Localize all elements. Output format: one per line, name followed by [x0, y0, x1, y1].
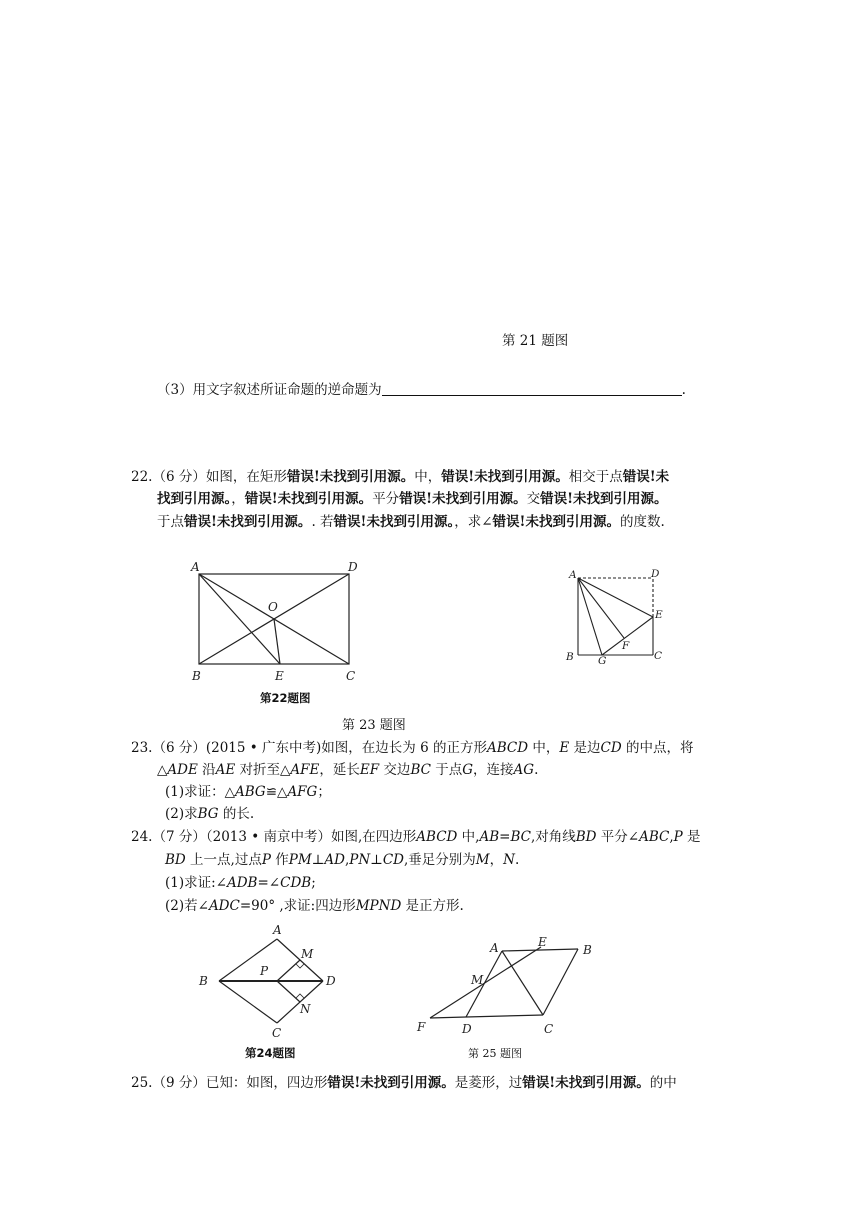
q23-text: . — [534, 762, 539, 778]
segment-ae — [578, 578, 653, 617]
figure-24 — [190, 918, 350, 1043]
error-ref: 错误!未找到引用源。 — [399, 491, 527, 507]
fig22-label-o: O — [268, 600, 278, 614]
fig23-label-e: E — [655, 609, 663, 621]
math-var: CDB — [280, 875, 312, 891]
math-var: ADE — [167, 762, 198, 778]
q23-text: 于点 — [430, 762, 463, 778]
segment-af — [578, 578, 624, 638]
q23-text: ，延长 — [319, 762, 360, 778]
fig24-label-n: N — [300, 1002, 311, 1016]
fig25-label-d: D — [462, 1022, 472, 1036]
fig25-label-b: B — [583, 943, 592, 957]
fig24-label-d: D — [326, 974, 336, 988]
fig23-label-d: D — [651, 568, 660, 580]
fig22-label-b: B — [192, 669, 201, 683]
q22-line-2 — [157, 488, 668, 510]
error-ref: 错误!未找到引用源。 — [540, 491, 668, 507]
right-angle-m — [296, 964, 304, 968]
fig25-label-e: E — [538, 935, 547, 949]
math-var: ABCD — [486, 740, 529, 756]
q24-text: 上一点,过点 — [185, 852, 262, 868]
q21-part3 — [157, 379, 686, 401]
fig23-label-g: G — [598, 655, 607, 667]
segment-fe — [430, 947, 541, 1018]
math-var: PN — [349, 852, 371, 868]
q23-line-4 — [165, 803, 254, 825]
q23-line-1 — [131, 737, 693, 759]
q24-line-2 — [165, 849, 519, 871]
q24-text: , — [344, 852, 350, 868]
q25-text: 的中 — [649, 1075, 677, 1091]
q21-part3-text: （3）用文字叙述所证命题的逆命题为 — [157, 382, 382, 398]
diagonal-ac — [502, 951, 543, 1015]
segment-ae — [199, 574, 280, 664]
q23-text: 的长. — [218, 806, 255, 822]
error-ref: 错误!未找到引用源。 — [327, 1075, 455, 1091]
segment-oe — [274, 619, 280, 664]
right-angle-n — [296, 994, 304, 998]
math-var: ABCD — [416, 829, 458, 845]
q23-text: 中， — [528, 740, 560, 756]
q24-text: (2)若∠ — [165, 898, 209, 914]
q24-text: ; — [311, 875, 316, 891]
q23-text: 沿 — [197, 762, 216, 778]
fig22-label-a: A — [191, 560, 200, 574]
fig25-label-f: F — [417, 1020, 426, 1034]
q23-text: 对折至△ — [235, 762, 291, 778]
math-var: AFG — [287, 784, 318, 800]
fig24-label-c: C — [272, 1026, 282, 1040]
q23-text: (1)求证：△ — [165, 784, 236, 800]
figure-23 — [560, 565, 670, 670]
math-var: BG — [197, 806, 219, 822]
fig24-label-a: A — [273, 923, 282, 937]
q21-part3-end: . — [681, 382, 686, 398]
math-var: AE — [215, 762, 236, 778]
math-var: ADB — [226, 875, 258, 891]
q23-text: ，连接 — [473, 762, 514, 778]
q25-text: 是菱形，过 — [454, 1075, 523, 1091]
segment-ag — [578, 578, 602, 655]
error-ref: 错误!未找到引用源。 — [286, 469, 415, 485]
q24-line-1 — [131, 826, 701, 848]
q22-text: . 若 — [311, 514, 334, 530]
q23-text: ； — [317, 784, 331, 800]
q23-text: ≌△ — [265, 784, 288, 800]
math-var: N — [503, 852, 515, 868]
q22-text: 相交于点 — [568, 469, 623, 485]
fig23-label-c: C — [654, 650, 663, 662]
error-ref: 错误!未找到引用源。 — [441, 469, 569, 485]
q22-head: 22.（6 分）如图，在矩形 — [131, 469, 287, 485]
q24-text: ⊥ — [370, 852, 383, 868]
error-ref: 错误!未 — [622, 469, 670, 485]
q22-text: 交 — [526, 491, 541, 507]
math-var: ABC — [639, 829, 670, 845]
math-var: AB=BC — [479, 829, 531, 845]
q24-line-4 — [165, 895, 464, 917]
math-var: CD — [382, 852, 404, 868]
q24-text: (1)求证:∠ — [165, 875, 227, 891]
math-var: ADC — [208, 898, 240, 914]
q23-text: △ — [157, 762, 168, 778]
math-var: P — [673, 829, 683, 845]
fig22-label-d: D — [348, 560, 358, 574]
q22-text: 平分 — [372, 491, 400, 507]
q22-text: 中， — [414, 469, 442, 485]
math-var: BC — [410, 762, 431, 778]
math-var: E — [559, 740, 570, 756]
figure-25 — [410, 930, 610, 1042]
q24-text: 是 — [682, 829, 701, 845]
fig25-label-c: C — [544, 1022, 554, 1036]
fig23-label-b: B — [566, 651, 574, 663]
figure-caption-22: 第22题图 — [260, 691, 311, 705]
q23-text: 23.（6 分）(2015 • 广东中考)如图，在边长为 6 的正方形 — [131, 740, 487, 756]
math-var: BD — [165, 852, 186, 868]
figure-22 — [180, 555, 380, 685]
q24-text: ⊥ — [311, 852, 325, 868]
math-var: EF — [359, 762, 380, 778]
q24-text: 作 — [270, 852, 289, 868]
segment-pn — [277, 981, 300, 1002]
fig25-label-m: M — [471, 973, 484, 987]
fig24-label-b: B — [199, 974, 208, 988]
q24-text: =∠ — [257, 875, 281, 891]
side-ba — [219, 939, 277, 981]
error-ref: 错误!未找到引用源。 — [492, 514, 620, 530]
error-ref: 错误!未找到引用源。 — [244, 491, 373, 507]
q24-text: ,对角线 — [530, 829, 576, 845]
math-var: ABG — [235, 784, 266, 800]
math-var: M — [475, 852, 490, 868]
q24-line-3 — [165, 872, 316, 894]
q24-text: 是正方形. — [401, 898, 464, 914]
q24-text: , — [669, 829, 674, 845]
fig23-label-f: F — [622, 640, 630, 652]
side-cb — [219, 981, 277, 1023]
q23-text: 的中点，将 — [621, 740, 694, 756]
math-var: PM — [288, 852, 312, 868]
q22-line-1 — [131, 466, 669, 488]
math-var: AG — [513, 762, 535, 778]
q23-text: 是边 — [569, 740, 601, 756]
figure-caption-21: 第 21 题图 — [502, 333, 569, 349]
q25-line-1 — [131, 1072, 677, 1094]
error-ref: 错误!未找到引用源。 — [333, 514, 455, 530]
q22-text: ，求∠ — [454, 514, 493, 530]
q23-text: 交边 — [379, 762, 411, 778]
answer-blank — [382, 381, 682, 396]
math-var: G — [462, 762, 474, 778]
math-var: AD — [324, 852, 345, 868]
figure-caption-24: 第24题图 — [245, 1046, 296, 1060]
math-var: MPND — [355, 898, 402, 914]
error-ref: 错误!未找到引用源。 — [184, 514, 312, 530]
figure-caption-23: 第 23 题图 — [342, 718, 406, 733]
q24-text: ,垂足分别为 — [404, 852, 476, 868]
fig23-label-a: A — [569, 569, 577, 581]
math-var: BD — [575, 829, 597, 845]
q22-line-3 — [157, 511, 665, 533]
q24-text: . — [514, 852, 520, 868]
error-ref: 找到引用源。 — [157, 491, 232, 507]
side-bc — [543, 949, 578, 1015]
q23-line-3 — [165, 781, 331, 803]
math-var: CD — [600, 740, 622, 756]
q22-text: ， — [231, 491, 245, 507]
segment-pm — [277, 960, 300, 981]
q23-text: (2)求 — [165, 806, 198, 822]
q24-text: 中, — [457, 829, 480, 845]
q22-text: 于点 — [157, 514, 184, 530]
q22-text: 的度数. — [619, 514, 665, 530]
q24-text: 24.（7 分）（2013 • 南京中考）如图,在四边形 — [131, 829, 417, 845]
q23-line-2 — [157, 759, 538, 781]
q24-text: ， — [489, 852, 504, 868]
q25-text: 25.（9 分）已知：如图，四边形 — [131, 1075, 328, 1091]
fig22-label-e: E — [275, 669, 284, 683]
q24-text: =90° ,求证:四边形 — [239, 898, 356, 914]
side-cd — [466, 1015, 543, 1017]
fig24-label-p: P — [260, 964, 269, 978]
fig25-label-a: A — [490, 941, 499, 955]
math-var: P — [261, 852, 271, 868]
fig24-label-m: M — [301, 947, 314, 961]
math-var: AFE — [290, 762, 320, 778]
segment-fd — [430, 1017, 466, 1018]
q24-text: 平分∠ — [596, 829, 640, 845]
fig22-label-c: C — [346, 669, 356, 683]
figure-caption-25: 第 25 题图 — [468, 1047, 522, 1060]
side-ab — [502, 949, 578, 951]
error-ref: 错误!未找到引用源。 — [522, 1075, 650, 1091]
